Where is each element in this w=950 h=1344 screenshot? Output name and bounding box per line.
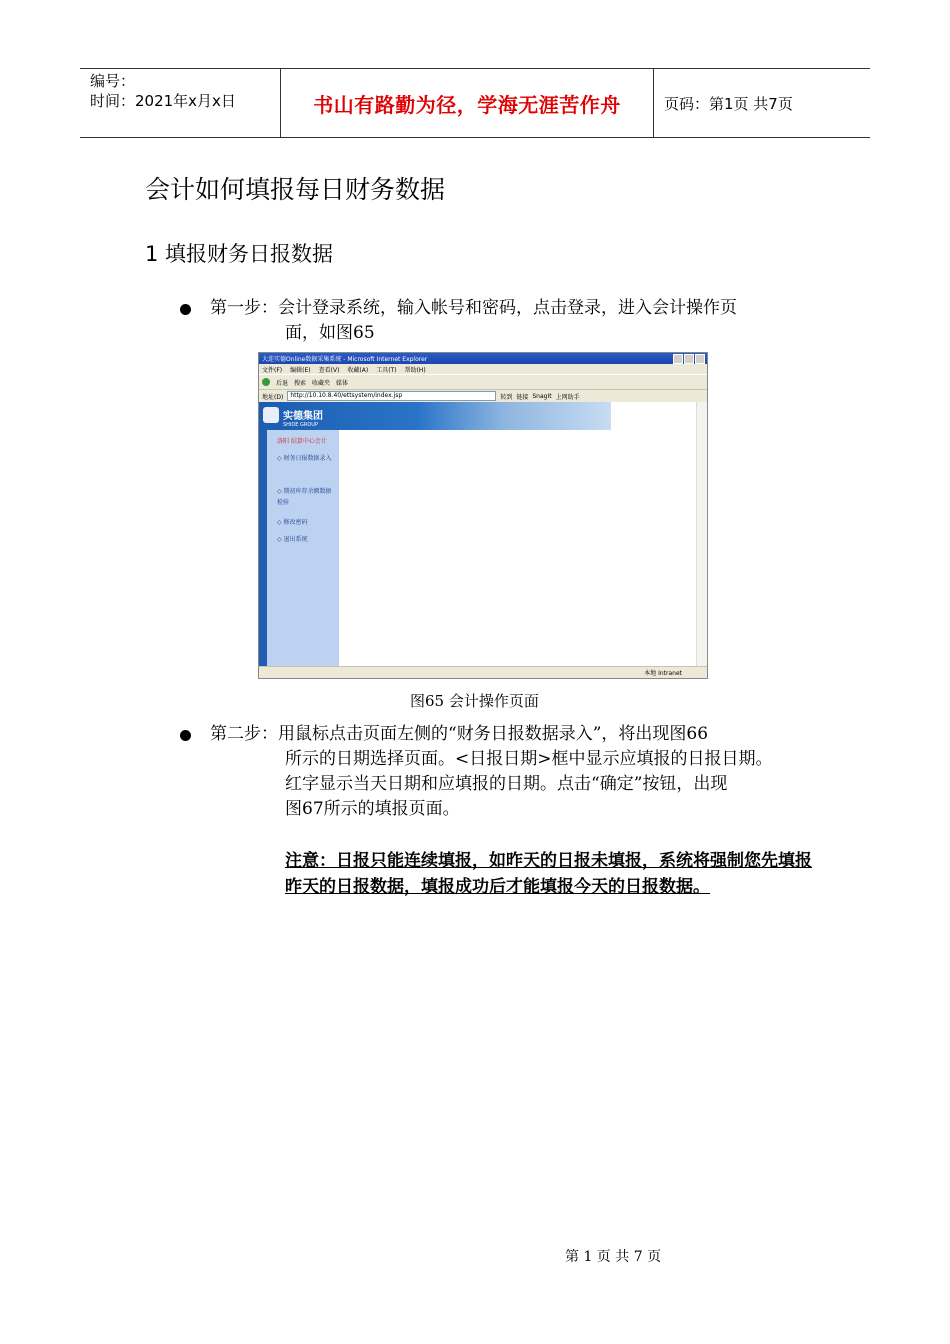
ie-screenshot-figure [258,352,708,679]
motto-text: 书山有路勤为径，学海无涯苦作舟 [313,92,621,117]
step-2-line-2: 所示的日期选择页面。<日报日期>框中显示应填报的日报日期。 [285,749,773,769]
header-table [80,68,870,138]
step-1-paragraph [210,296,820,346]
bullet-step-1 [180,304,191,315]
maximize-icon [684,354,694,364]
company-logo-icon [263,407,279,423]
vertical-scrollbar [696,402,707,666]
step-2-line-3: 红字显示当天日期和应填报的日期。点击“确定”按钮，出现 [285,774,728,794]
figure-caption: 图65 会计操作页面 [410,692,539,710]
ie-window-title: 大连实德Online数据采集系统 - Microsoft Internet Explorer [262,356,428,363]
menu-file: 文件(F) [262,366,283,374]
page-footer: 第 1 页 共 7 页 [565,1249,662,1265]
menu-favorites: 收藏(A) [347,366,369,374]
menu-edit: 编辑(E) [290,366,311,374]
address-label: 地址(D) [262,393,284,401]
nav-item-inventory-check: ◇ 期初库存余额数据检验 [277,488,332,506]
toolbar-back: 后退 [276,379,289,387]
menu-view: 查看(V) [318,366,340,374]
site-banner [259,402,611,430]
header-page-cell [654,69,870,137]
snagit-label: SnagIt [532,392,552,400]
minimize-icon [673,354,683,364]
links-label: 链接 [516,393,529,401]
ie-status-bar [259,666,707,678]
ie-address-bar [259,389,707,402]
menu-help: 帮助(H) [404,366,426,374]
toolbar-media: 媒体 [336,379,349,387]
warning-note: 注意：日报只能连续填报，如昨天的日报未填报，系统将强制您先填报昨天的日报数据，填报成功后才能填报今天的日报数据。 [285,851,812,897]
ie-menu-bar [259,364,707,374]
step-2-paragraph [210,722,820,822]
nav-item-daily-report: ◇ 财务日报数据录入 [277,455,332,462]
status-zone: 本地 Intranet [644,670,682,677]
nav-item-logout: ◇ 退出系统 [277,536,308,543]
step-1-line-2: 面，如图65 [285,323,375,343]
close-icon [695,354,705,364]
bullet-step-2 [180,730,191,741]
logo-subtitle: SHIDE GROUP [283,422,318,428]
number-label: 编号： [90,72,136,90]
step-1-line-1: 第一步：会计登录系统，输入帐号和密码，点击登录，进入会计操作页 [210,298,737,318]
document-title: 会计如何填报每日财务数据 [145,175,446,204]
ie-page-content [259,402,707,666]
step-2-line-1: 第二步：用鼠标点击页面左侧的“财务日报数据录入”，将出现图66 [210,724,709,744]
assistant-label: 上网助手 [555,393,580,401]
ie-toolbar [259,374,707,389]
page-info: 页码：第1页 共7页 [664,94,793,113]
window-controls [673,354,707,364]
menu-tools: 工具(T) [376,366,397,374]
section-title: 1 填报财务日报数据 [145,242,334,266]
time-label: 时间：2021年x月x日 [90,92,236,110]
step-2-line-4: 图67所示的填报页面。 [285,799,460,819]
toolbar-search: 搜索 [294,379,307,387]
header-motto-cell [281,69,654,137]
ie-title-bar [259,353,707,364]
go-label: 转到 [500,393,513,401]
nav-item-change-password: ◇ 修改密码 [277,519,308,526]
toolbar-favorites: 收藏夹 [312,379,331,387]
nav-user-info: 洛阳 结算中心会计 [277,438,327,445]
back-icon [262,378,270,386]
company-logo-text [283,407,323,428]
logo-name: 实德集团 [283,411,323,422]
header-left-cell [80,69,281,137]
address-field: http://10.10.8.40/ettsystem/index.jsp [287,391,496,401]
left-nav [259,430,339,666]
